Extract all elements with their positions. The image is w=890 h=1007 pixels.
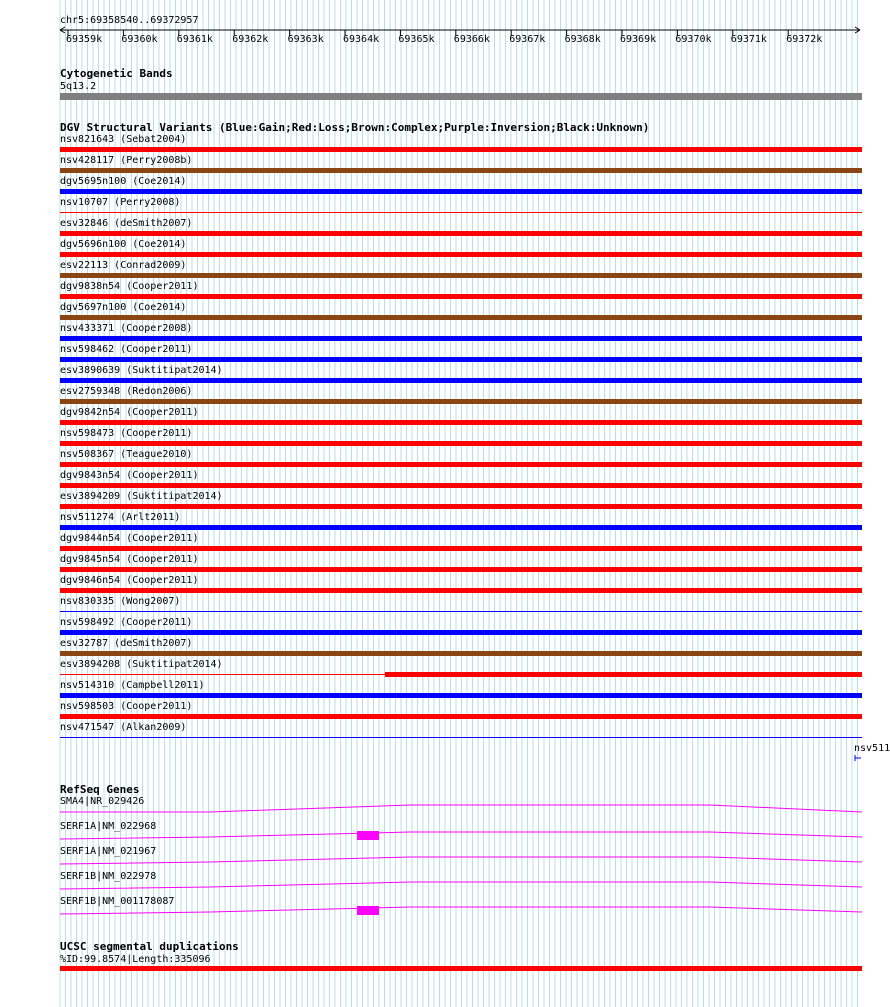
- dgv-feature-label[interactable]: dgv9842n54 (Cooper2011): [60, 407, 199, 418]
- dgv-feature-label[interactable]: dgv5695n100 (Coe2014): [60, 176, 187, 187]
- dgv-feature-bar[interactable]: [60, 504, 862, 509]
- ruler-tick-label: 69371k: [730, 34, 767, 45]
- dgv-overflow-label[interactable]: nsv511: [854, 743, 890, 754]
- dgv-feature-label[interactable]: esv32787 (deSmith2007): [60, 638, 193, 649]
- dgv-feature-bar[interactable]: [60, 630, 862, 635]
- dgv-feature-label[interactable]: dgv5697n100 (Coe2014): [60, 302, 187, 313]
- refseq-gene-model[interactable]: [60, 823, 864, 847]
- dgv-feature-bar[interactable]: [60, 693, 862, 698]
- dgv-feature-label[interactable]: nsv598462 (Cooper2011): [60, 344, 193, 355]
- refseq-intron-line: [60, 857, 862, 864]
- dgv-feature-bar[interactable]: [60, 357, 862, 362]
- dgv-feature-label[interactable]: nsv821643 (Sebat2004): [60, 134, 187, 145]
- ruler-tick-label: 69365k: [398, 34, 435, 45]
- refseq-gene-model[interactable]: [60, 848, 864, 872]
- ruler-tick-label: 69362k: [232, 34, 269, 45]
- ruler-tick-label: 69359k: [66, 34, 103, 45]
- dgv-feature-bar[interactable]: [60, 168, 862, 173]
- dgv-feature-label[interactable]: nsv598503 (Cooper2011): [60, 701, 193, 712]
- dgv-feature-bar[interactable]: [60, 252, 862, 257]
- dgv-feature-bar[interactable]: [60, 525, 862, 530]
- dgv-feature-bar[interactable]: [60, 483, 862, 488]
- ruler-tick-label: 69366k: [453, 34, 490, 45]
- dgv-feature-bar[interactable]: [60, 737, 862, 738]
- dgv-feature-bar[interactable]: [60, 567, 862, 572]
- ruler-tick-label: 69369k: [620, 34, 657, 45]
- refseq-exon: [357, 906, 379, 915]
- dgv-feature-bar[interactable]: [60, 336, 862, 341]
- dgv-feature-bar[interactable]: [60, 315, 862, 320]
- dgv-feature-bar[interactable]: [60, 294, 862, 299]
- dgv-feature-label[interactable]: dgv9843n54 (Cooper2011): [60, 470, 199, 481]
- ruler-tick-label: 69372k: [786, 34, 823, 45]
- dgv-feature-bar[interactable]: [60, 212, 862, 213]
- dgv-feature-label[interactable]: esv3894209 (Suktitipat2014): [60, 491, 223, 502]
- ruler-tick-label: 69367k: [509, 34, 546, 45]
- segdup-bar[interactable]: [60, 966, 862, 971]
- cytoband-label: 5q13.2: [60, 81, 97, 92]
- dgv-feature-label[interactable]: nsv830335 (Wong2007): [60, 596, 181, 607]
- dgv-feature-bar[interactable]: [60, 189, 862, 194]
- refseq-track-title[interactable]: RefSeq Genes: [60, 783, 140, 796]
- refseq-gene-label[interactable]: SMA4|NR_029426: [60, 796, 145, 807]
- dgv-feature-label[interactable]: nsv471547 (Alkan2009): [60, 722, 187, 733]
- refseq-gene-label[interactable]: SERF1A|NM_022968: [60, 821, 157, 832]
- ruler-tick-label: 69364k: [343, 34, 380, 45]
- dgv-feature-label[interactable]: nsv598473 (Cooper2011): [60, 428, 193, 439]
- dgv-feature-label[interactable]: esv3894208 (Suktitipat2014): [60, 659, 223, 670]
- dgv-feature-bar[interactable]: [60, 714, 862, 719]
- dgv-overflow-marker: [854, 754, 862, 762]
- dgv-feature-label[interactable]: dgv9844n54 (Cooper2011): [60, 533, 199, 544]
- dgv-feature-label[interactable]: nsv508367 (Teague2010): [60, 449, 193, 460]
- dgv-feature-bar[interactable]: [60, 546, 862, 551]
- dgv-feature-bar[interactable]: [60, 420, 862, 425]
- ruler-tick-label: 69368k: [564, 34, 601, 45]
- refseq-intron-line: [60, 832, 862, 839]
- refseq-gene-model[interactable]: [60, 798, 864, 822]
- dgv-feature-label[interactable]: esv22113 (Conrad2009): [60, 260, 187, 271]
- dgv-feature-bar[interactable]: [60, 651, 862, 656]
- ruler-tick-label: 69360k: [121, 34, 158, 45]
- dgv-feature-label[interactable]: nsv511274 (Arlt2011): [60, 512, 181, 523]
- cytoband-track-title[interactable]: Cytogenetic Bands: [60, 67, 173, 80]
- dgv-feature-bar[interactable]: [60, 588, 862, 593]
- refseq-intron-line: [60, 907, 862, 914]
- ruler-tick-label: 69361k: [176, 34, 213, 45]
- dgv-feature-bar[interactable]: [60, 462, 862, 467]
- dgv-feature-label[interactable]: nsv433371 (Cooper2008): [60, 323, 193, 334]
- dgv-feature-label[interactable]: dgv9845n54 (Cooper2011): [60, 554, 199, 565]
- dgv-feature-block[interactable]: [385, 672, 862, 677]
- dgv-feature-label[interactable]: esv3890639 (Suktitipat2014): [60, 365, 223, 376]
- ruler-tick-label: 69363k: [287, 34, 324, 45]
- cytoband-bar[interactable]: [60, 93, 862, 100]
- dgv-feature-label[interactable]: dgv9846n54 (Cooper2011): [60, 575, 199, 586]
- refseq-gene-model[interactable]: [60, 873, 864, 897]
- dgv-feature-label[interactable]: nsv598492 (Cooper2011): [60, 617, 193, 628]
- refseq-exon: [357, 831, 379, 840]
- dgv-feature-bar[interactable]: [60, 231, 862, 236]
- refseq-gene-label[interactable]: SERF1A|NM_021967: [60, 846, 157, 857]
- ruler-tick-label: 69370k: [675, 34, 712, 45]
- dgv-feature-label[interactable]: esv2759348 (Redon2006): [60, 386, 193, 397]
- refseq-gene-label[interactable]: SERF1B|NM_022978: [60, 871, 157, 882]
- dgv-feature-label[interactable]: nsv428117 (Perry2008b): [60, 155, 193, 166]
- dgv-feature-label[interactable]: nsv10707 (Perry2008): [60, 197, 181, 208]
- dgv-feature-bar[interactable]: [60, 273, 862, 278]
- dgv-feature-label[interactable]: dgv9838n54 (Cooper2011): [60, 281, 199, 292]
- region-label: chr5:69358540..69372957: [60, 15, 199, 26]
- dgv-feature-label[interactable]: dgv5696n100 (Coe2014): [60, 239, 187, 250]
- dgv-feature-bar[interactable]: [60, 611, 862, 612]
- dgv-feature-bar[interactable]: [60, 147, 862, 152]
- dgv-feature-bar[interactable]: [60, 399, 862, 404]
- refseq-gene-model[interactable]: [60, 898, 864, 922]
- dgv-feature-label[interactable]: nsv514310 (Campbell2011): [60, 680, 205, 691]
- segdup-label: %ID:99.8574|Length:335096: [60, 954, 211, 965]
- segdup-track-title[interactable]: UCSC segmental duplications: [60, 940, 239, 953]
- refseq-intron-line: [60, 882, 862, 889]
- dgv-feature-label[interactable]: esv32846 (deSmith2007): [60, 218, 193, 229]
- refseq-intron-line: [60, 805, 862, 812]
- dgv-track-title[interactable]: DGV Structural Variants (Blue:Gain;Red:Loss;Brown:Complex;Purple:Inversion;Black:Unknown): [60, 121, 650, 134]
- refseq-gene-label[interactable]: SERF1B|NM_001178087: [60, 896, 175, 907]
- dgv-feature-bar[interactable]: [60, 378, 862, 383]
- dgv-feature-bar[interactable]: [60, 441, 862, 446]
